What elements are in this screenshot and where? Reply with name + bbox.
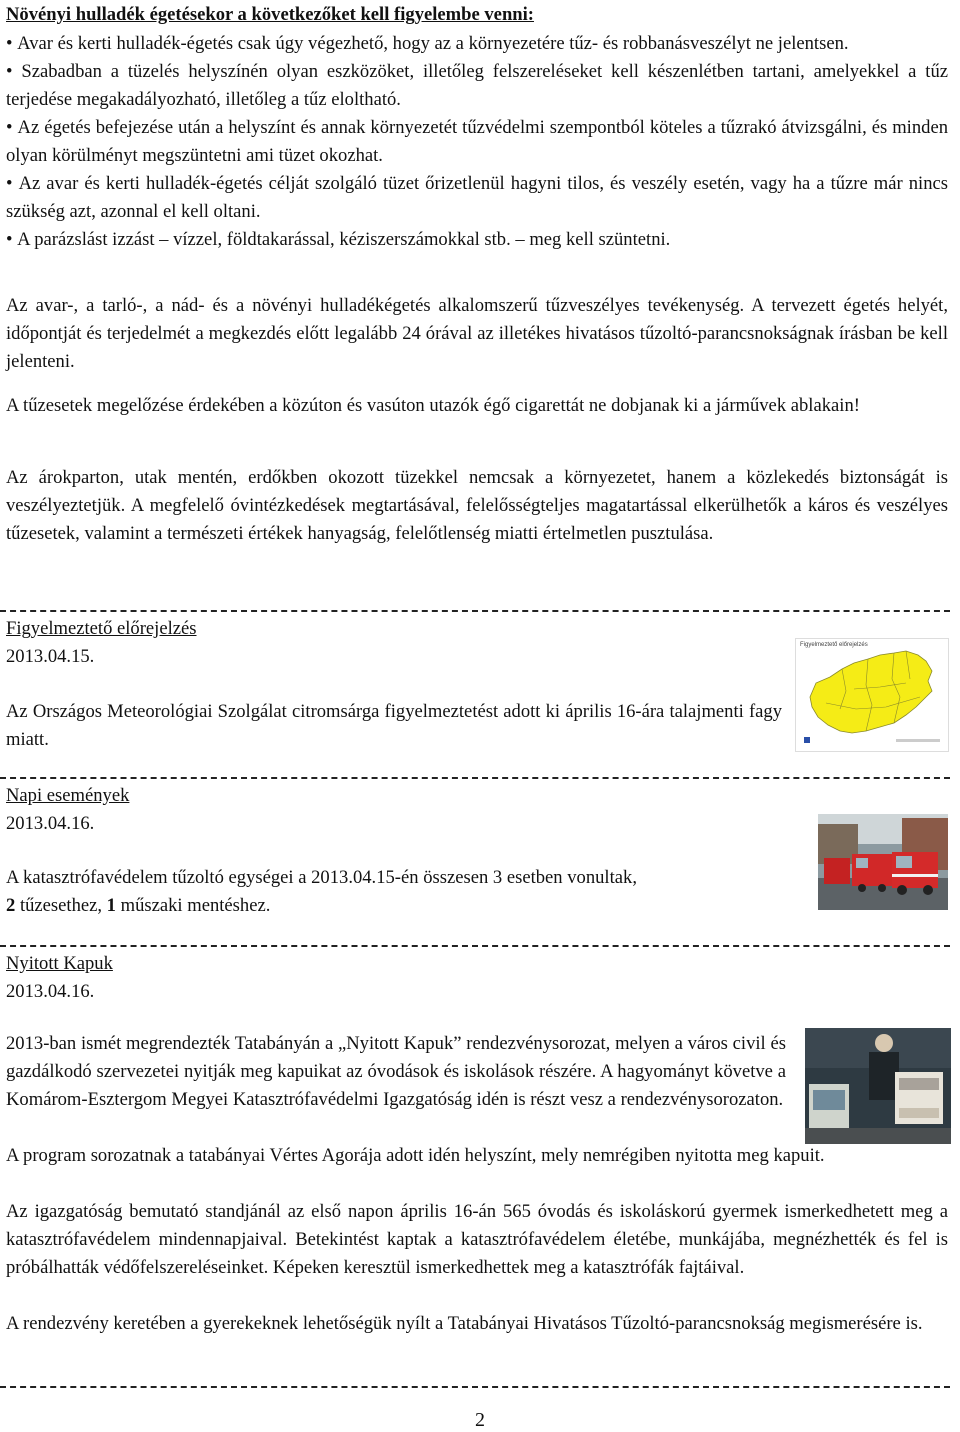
list-item: • A parázslást izzást – vízzel, földtakarással, kéziszerszámokkal stb. – meg kell szüntetni. <box>6 226 948 254</box>
rescue-count: 1 <box>106 895 116 916</box>
fire-rules-list <box>6 30 948 254</box>
openhouse-paragraph-2: A program sorozatnak a tatabányai Vértes Agorája adott idén helyszínt, mely nemrégiben nyitotta meg kapuit. <box>6 1145 825 1166</box>
fire-trucks-photo <box>818 814 948 910</box>
openhouse-date: 2013.04.16. <box>6 981 95 1002</box>
forecast-paragraph: Az Országos Meteorológiai Szolgálat citromsárga figyelmeztetést adott ki április 16-ára talajmenti fagy miatt. <box>6 701 782 750</box>
fire-trucks-graphic <box>818 814 948 910</box>
events-title: Napi események <box>6 785 130 806</box>
events-text: tűzesethez, <box>15 895 107 916</box>
section-divider <box>0 945 950 947</box>
section-divider <box>0 610 950 612</box>
list-item: • Avar és kerti hulladék-égetés csak úgy végezhető, hogy az a környezetére tűz- és robbanásveszélyt ne jelentsen. <box>6 30 948 58</box>
map-graphic <box>796 639 948 751</box>
map-caption: Figyelmeztető előrejelzés <box>800 642 868 648</box>
openhouse-title: Nyitott Kapuk <box>6 953 113 974</box>
openhouse-paragraph-1: 2013-ban ismét megrendezték Tatabányán a „Nyitott Kapuk” rendezvénysorozat, melyen a város civil és gazdálkodó szervezetei nyitják meg kapuikat az óvodások és iskolások részére. A hagyományt követve a Komárom-Esztergom Megyei Katasztrófavédelmi Igazgatóság idén is részt vesz a rendezvénysorozaton. <box>6 1033 786 1110</box>
list-item: • Az avar és kerti hulladék-égetés célját szolgáló tüzet őrizetlenül hagyni tilos, és veszély esetén, vagy ha a tűzre már nincs szükség azt, azonnal el kell oltani. <box>6 170 948 226</box>
page-number: 2 <box>475 1409 485 1431</box>
cigarette-warning-paragraph: A tűzesetek megelőzése érdekében a közúton és vasúton utazók égő cigarettát ne dobjanak ki a járművek ablakain! <box>6 395 860 416</box>
openhouse-paragraph-4: A rendezvény keretében a gyerekeknek lehetőségük nyílt a Tatabányai Hivatásos Tűzoltó-parancsnokság megismerésére is. <box>6 1313 923 1334</box>
section-divider <box>0 777 950 779</box>
page-heading: Növényi hulladék égetésekor a következőket kell figyelembe venni: <box>6 4 534 25</box>
stand-graphic <box>805 1028 951 1144</box>
forecast-date: 2013.04.15. <box>6 646 95 667</box>
burning-notice-paragraph: Az avar-, a tarló-, a nád- és a növényi hulladékégetés alkalomszerű tűzveszélyes tevékenység. A tervezett égetés helyét, időpontját és terjedelmét a megkezdés előtt legalább 24 órával az illetékes hivatásos tűzoltó-parancsnokságnak írásban be kell jelenteni. <box>6 295 948 372</box>
openhouse-paragraph-3: Az igazgatóság bemutató standjánál az első napon április 16-án 565 óvodás és iskoláskorú gyermek ismerkedhetett meg a katasztrófavédelem mindennapjaival. Betekintést kaptak a katasztrófavédelem életébe, munkájába, megnézhették és fel is próbálhatták védőfelszereléseinket. Képeken keresztül ismerkedhettek meg a katasztrófák fajtáival. <box>6 1201 948 1278</box>
roadside-fire-paragraph: Az árokparton, utak mentén, erdőkben okozott tüzekkel nemcsak a környezetet, hanem a közlekedés biztonságát is veszélyeztetjük. A megfelelő óvintézkedések megtartásával, felelősségteljes magatartással elkerülhetők a káros és veszélyes tűzesetek, valamint a természeti értékek hanyagság, felelőtlenség miatti értelmetlen pusztulása. <box>6 467 948 544</box>
stand-photo <box>805 1028 951 1144</box>
section-divider <box>0 1386 950 1388</box>
list-item: • Az égetés befejezése után a helyszínt és annak környezetét tűzvédelmi szempontból köteles a tűzrakó átvizsgálni, és minden olyan körülményt megszüntetni ami tüzet okozhat. <box>6 114 948 170</box>
forecast-title: Figyelmeztető előrejelzés <box>6 618 197 639</box>
fire-count: 2 <box>6 895 16 916</box>
hungary-warning-map <box>795 638 949 752</box>
events-date: 2013.04.16. <box>6 813 95 834</box>
events-paragraph <box>6 864 804 920</box>
list-item: • Szabadban a tüzelés helyszínén olyan eszközöket, illetőleg felszereléseket kell készenlétben tartani, amelyekkel a tűz terjedése megakadályozható, illetőleg a tűz eloltható. <box>6 58 948 114</box>
events-text: műszaki mentéshez. <box>115 895 271 916</box>
events-text: A katasztrófavédelem tűzoltó egységei a 2013.04.15-én összesen 3 esetben vonultak, <box>6 867 637 888</box>
